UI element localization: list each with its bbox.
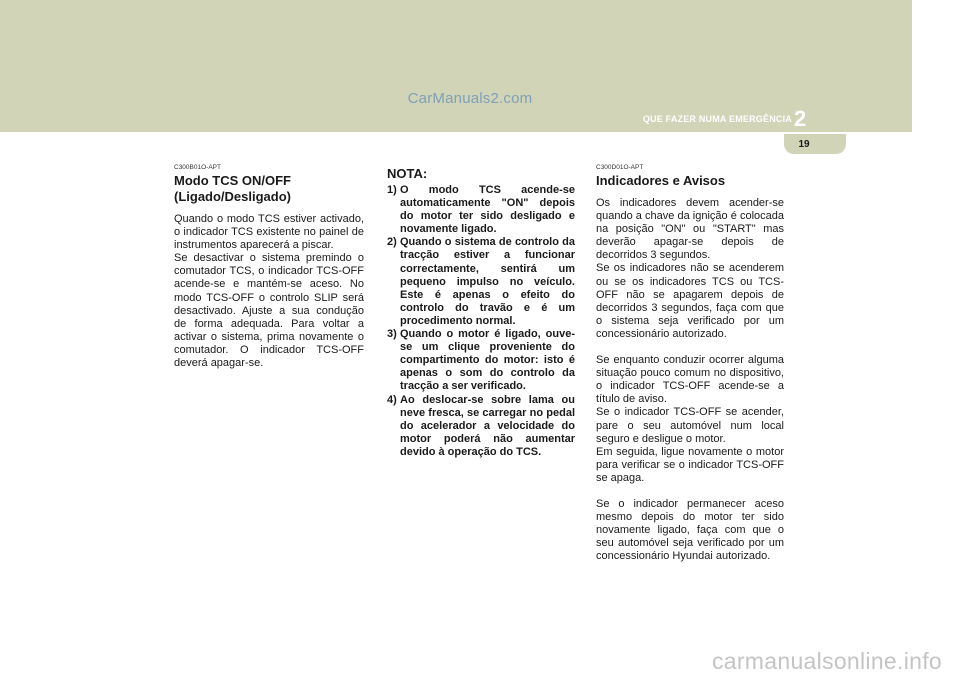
note-text: O modo TCS acende-se automaticamente "ON" depois do motor ter sido desligado e novamente ligado. xyxy=(400,184,575,236)
section-body xyxy=(174,213,364,370)
section-heading: Indicadores e Avisos xyxy=(596,173,726,188)
section-body xyxy=(596,197,784,563)
note-text: Ao deslocar-se sobre lama ou neve fresca, se carregar no pedal do acelerador a velocidade do motor poderá não aumentar devido à operação do TCS. xyxy=(400,393,575,458)
note-text: Quando o sistema de controlo da tracção estiver a funcionar correctamente, sentirá um pequeno impulso no veículo. Este é apenas o efeito do controlo do travão e é um procedimento normal. xyxy=(400,236,575,327)
chapter-title: QUE FAZER NUMA EMERGÊNCIA xyxy=(642,114,792,124)
note-number: 3) xyxy=(387,328,397,341)
heading-line-1: Modo TCS ON/OFF xyxy=(174,173,291,188)
paragraph: Se o indicador permanecer aceso mesmo depois do motor ter sido novamente ligado, faça com que o seu automóvel seja verificado por um concessionário Hyundai autorizado. xyxy=(596,497,784,563)
note-item xyxy=(387,184,575,236)
header-band xyxy=(0,0,912,132)
section-heading xyxy=(174,173,364,205)
section-code: C300B01O-APT xyxy=(174,164,221,171)
column-left xyxy=(174,164,364,370)
note-text: Quando o motor é ligado, ouve-se um clique proveniente do compartimento do motor: isto é apenas o som do controlo da tracção a ser verificado. xyxy=(400,328,575,393)
paragraph: Quando o modo TCS estiver activado, o indicador TCS existente no painel de instrumentos aparecerá a piscar. xyxy=(174,213,364,252)
watermark-bottom[interactable]: carmanualsonline.info xyxy=(711,648,942,674)
note-list xyxy=(387,184,575,459)
note-item xyxy=(387,328,575,393)
note-item xyxy=(387,236,575,328)
paragraph: Se desactivar o sistema premindo o comutador TCS, o indicador TCS-OFF acende-se e mantém-se aceso. No modo TCS-OFF o controlo SLIP será desactivado. Ajuste a sua condução de forma adequada. Para voltar a activar o sistema, prima novamente o comutador. O indicador TCS-OFF deverá apagar-se. xyxy=(174,252,364,370)
paragraph-gap xyxy=(596,341,784,354)
section-code: C300D01O-APT xyxy=(596,164,644,171)
paragraph: Os indicadores devem acender-se quando a chave da ignição é colocada na posição "ON" ou "START" mas deverão apagar-se depois de decorridos 3 segundos. xyxy=(596,197,784,262)
chapter-number: 2 xyxy=(794,106,807,131)
heading-line-2: (Ligado/Desligado) xyxy=(174,189,291,204)
column-middle xyxy=(387,166,575,459)
paragraph: Em seguida, ligue novamente o motor para verificar se o indicador TCS-OFF se apaga. xyxy=(596,445,784,484)
column-right xyxy=(596,164,784,563)
note-title: NOTA: xyxy=(387,166,428,181)
paragraph-gap xyxy=(596,485,784,498)
note-number: 2) xyxy=(387,236,397,249)
note-number: 4) xyxy=(387,393,397,406)
paragraph: Se enquanto conduzir ocorrer alguma situação pouco comum no dispositivo, o indicador TCS-OFF acende-se a título de aviso. xyxy=(596,354,784,406)
page-number: 19 xyxy=(798,139,810,150)
note-number: 1) xyxy=(387,184,397,196)
note-item xyxy=(387,394,575,459)
watermark-top[interactable]: CarManuals2.com xyxy=(407,90,533,107)
paragraph: Se o indicador TCS-OFF se acender, pare o seu automóvel num local seguro e desligue o motor. xyxy=(596,406,784,445)
paragraph: Se os indicadores não se acenderem ou se os indicadores TCS ou TCS-OFF não se apagarem depois de decorridos 3 segundos, faça com que o sistema seja verificado por um concessionário autorizado. xyxy=(596,262,784,340)
